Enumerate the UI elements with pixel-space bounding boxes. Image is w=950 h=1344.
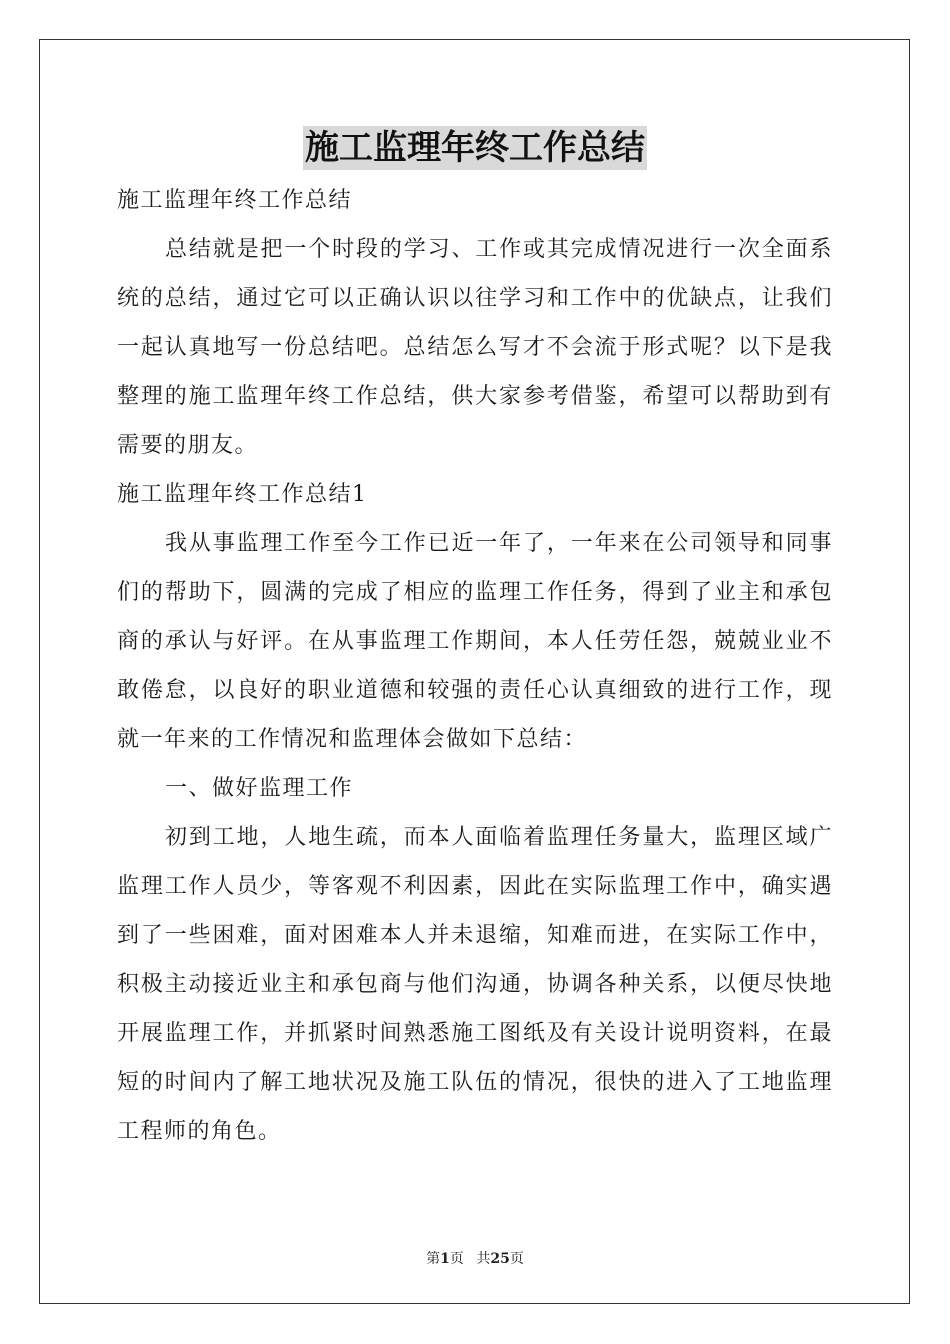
total-pages-indicator: 共25页 [476,1251,524,1267]
paragraph-body: 初到工地，人地生疏，而本人面临着监理任务量大，监理区域广监理工作人员少，等客观不利因素，因此在实际监理工作中，确实遇到了一些困难，面对困难本人并未退缩，知难而进，在实际工作中，积极主动接近业主和承包商与他们沟通，协调各种关系，以便尽快地开展监理工作，并抓紧时间熟悉施工图纸及有关设计说明资料，在最短的时间内了解工地状况及施工队伍的情况，很快的进入了工地监理工程师的角色。 [117,825,833,1144]
document-body [117,176,833,1156]
paragraph-section-heading: 施工监理年终工作总结1 [117,482,368,507]
paragraph-subtitle: 施工监理年终工作总结 [117,188,353,213]
title-container [0,126,950,170]
document-title: 施工监理年终工作总结 [305,128,645,168]
page-footer [0,1248,950,1268]
paragraph-body: 我从事监理工作至今工作已近一年了，一年来在公司领导和同事们的帮助下，圆满的完成了相应的监理工作任务，得到了业主和承包商的承认与好评。在从事监理工作期间，本人任劳任怨，兢兢业业不敢倦怠，以良好的职业道德和较强的责任心认真细致的进行工作，现就一年来的工作情况和监理体会做如下总结： [117,531,833,752]
page-indicator: 第1页 [426,1251,464,1267]
paragraph-subheading: 一、做好监理工作 [165,776,354,801]
paragraph-intro: 总结就是把一个时段的学习、工作或其完成情况进行一次全面系统的总结，通过它可以正确认识以往学习和工作中的优缺点，让我们一起认真地写一份总结吧。总结怎么写才不会流于形式呢？以下是我整理的施工监理年终工作总结，供大家参考借鉴，希望可以帮助到有需要的朋友。 [117,237,833,458]
